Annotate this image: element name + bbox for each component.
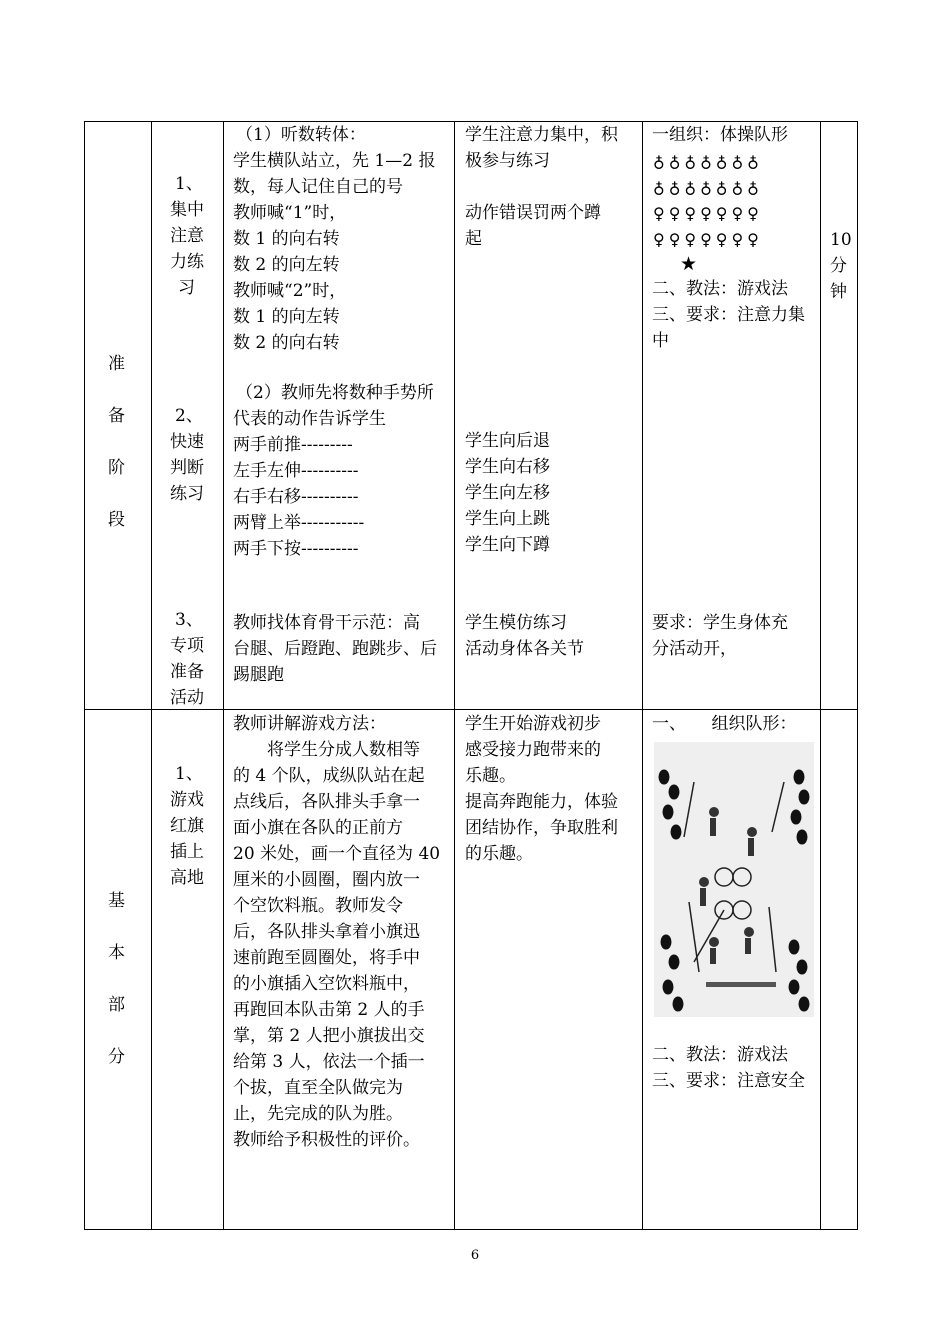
student-activity-line: 学生开始游戏初步 xyxy=(465,714,601,734)
teacher-activity-line: 数 2 的向右转 xyxy=(233,333,340,353)
column-divider-1 xyxy=(151,121,152,1230)
requirement-line: 要求：学生身体充 xyxy=(652,613,788,633)
teacher-activity-line: 两手下按---------- xyxy=(233,539,359,559)
teacher-activity-line: 数 1 的向左转 xyxy=(233,307,340,327)
teacher-activity-line: 学生横队站立，先 1—2 报 xyxy=(233,151,436,171)
item-3-title-line: 活动 xyxy=(170,688,204,708)
requirement-line: 三、要求：注意安全 xyxy=(652,1071,805,1091)
teacher-activity-line: 两手前推--------- xyxy=(233,435,353,455)
student-activity-line: 动作错误罚两个蹲 xyxy=(465,203,601,223)
page-number: 6 xyxy=(470,1248,480,1263)
stage-label-main-3: 部 xyxy=(108,995,125,1015)
game-description-line: 厘米的小圆圈，圈内放一 xyxy=(233,870,420,890)
student-activity-line: 学生向后退 xyxy=(465,431,550,451)
game-description-line: 20 米处，画一个直径为 40 xyxy=(233,844,441,864)
game-description-line: 将学生分成人数相等 xyxy=(233,740,420,760)
game-description-line: 给第 3 人，依法一个插一 xyxy=(233,1052,425,1072)
column-divider-5 xyxy=(820,121,821,1230)
game-description-line: 面小旗在各队的正前方 xyxy=(233,818,403,838)
main-item-title-line: 游戏 xyxy=(170,790,204,810)
item-2-title-line: 判断 xyxy=(170,458,204,478)
student-activity-line: 感受接力跑带来的 xyxy=(465,740,601,760)
student-activity-line: 学生向右移 xyxy=(465,457,550,477)
item-1-number: 1、 xyxy=(175,174,203,194)
formation-row-male: ♁♁♁♁♁♁♁ xyxy=(653,178,763,197)
stage-label-prep-1: 准 xyxy=(108,354,125,374)
student-activity-line: 学生向下蹲 xyxy=(465,535,550,555)
item-1-title-line: 习 xyxy=(178,278,195,298)
teacher-activity-line: （2）教师先将数种手势所 xyxy=(236,383,434,403)
requirement-line: 三、要求：注意力集 xyxy=(652,305,805,325)
organization-title: 一组织：体操队形 xyxy=(652,125,788,145)
time-unit: 分 xyxy=(830,256,847,276)
teacher-activity-line: 左手左伸---------- xyxy=(233,461,359,481)
time-unit: 钟 xyxy=(830,282,847,302)
requirement-line: 分活动开， xyxy=(652,639,737,659)
teacher-activity-line: （1）听数转体： xyxy=(236,125,366,145)
teacher-star-icon: ★ xyxy=(680,253,698,275)
main-item-title-line: 高地 xyxy=(170,868,204,888)
method-line: 二、教法：游戏法 xyxy=(652,279,788,299)
game-description-line: 止，先完成的队为胜。 xyxy=(233,1104,403,1124)
game-description-line: 教师讲解游戏方法： xyxy=(233,714,386,734)
table-border-top xyxy=(84,121,858,122)
student-activity-line: 起 xyxy=(465,229,482,249)
student-activity-line: 学生向左移 xyxy=(465,483,550,503)
stage-label-prep-3: 阶 xyxy=(108,458,125,478)
game-description-line: 点线后，各队排头手拿一 xyxy=(233,792,420,812)
teacher-activity-line: 教师喊“2”时， xyxy=(233,281,347,301)
teacher-activity-line: 两臂上举----------- xyxy=(233,513,365,533)
item-2-title-line: 快速 xyxy=(170,432,204,452)
stage-label-prep-4: 段 xyxy=(108,510,125,530)
main-item-title-line: 红旗 xyxy=(170,816,204,836)
teacher-activity-line: 踢腿跑 xyxy=(233,665,284,685)
organization-title: 一、 组织队形： xyxy=(652,714,797,734)
item-1-title-line: 力练 xyxy=(170,252,204,272)
table-border-bottom xyxy=(84,1229,858,1230)
student-activity-line: 学生注意力集中，积 xyxy=(465,125,618,145)
game-description-line: 掌，第 2 人把小旗拔出交 xyxy=(233,1026,425,1046)
teacher-activity-line: 台腿、后蹬跑、跑跳步、后 xyxy=(233,639,437,659)
item-2-number: 2、 xyxy=(175,406,203,426)
student-activity-line: 团结协作，争取胜利 xyxy=(465,818,618,838)
method-line: 二、教法：游戏法 xyxy=(652,1045,788,1065)
item-1-title-line: 注意 xyxy=(170,226,204,246)
stage-label-main-1: 基 xyxy=(108,891,125,911)
item-3-title-line: 准备 xyxy=(170,662,204,682)
teacher-activity-line: 教师找体育骨干示范：高 xyxy=(233,613,420,633)
main-item-title-line: 插上 xyxy=(170,842,204,862)
item-3-number: 3、 xyxy=(175,610,203,630)
student-activity-line: 极参与练习 xyxy=(465,151,550,171)
time-value: 10 xyxy=(830,230,852,250)
game-description-line: 个空饮料瓶。教师发令 xyxy=(233,896,403,916)
teacher-activity-line: 数 2 的向左转 xyxy=(233,255,340,275)
game-description-line: 后，各队排头拿着小旗迅 xyxy=(233,922,420,942)
student-activity-line: 乐趣。 xyxy=(465,766,516,786)
student-activity-line: 的乐趣。 xyxy=(465,844,533,864)
teacher-activity-line: 教师喊“1”时， xyxy=(233,203,347,223)
requirement-line: 中 xyxy=(652,331,669,351)
column-divider-2 xyxy=(223,121,224,1230)
game-description-line: 个拔，直至全队做完为 xyxy=(233,1078,403,1098)
game-description-line: 的小旗插入空饮料瓶中， xyxy=(233,974,420,994)
column-divider-4 xyxy=(642,121,643,1230)
table-border-left xyxy=(84,121,85,1230)
game-description-line: 速前跑至圆圈处，将手中 xyxy=(233,948,420,968)
table-border-right xyxy=(857,121,858,1230)
item-1-title-line: 集中 xyxy=(170,200,204,220)
item-2-title-line: 练习 xyxy=(170,484,204,504)
student-activity-line: 学生模仿练习 xyxy=(465,613,567,633)
teacher-activity-line: 右手右移---------- xyxy=(233,487,359,507)
main-item-number: 1、 xyxy=(175,764,203,784)
game-illustration xyxy=(654,742,814,1017)
game-description-line: 教师给予积极性的评价。 xyxy=(233,1130,420,1150)
column-divider-3 xyxy=(454,121,455,1230)
student-activity-line: 学生向上跳 xyxy=(465,509,550,529)
item-3-title-line: 专项 xyxy=(170,636,204,656)
stage-label-main-4: 分 xyxy=(108,1047,125,1067)
stage-label-main-2: 本 xyxy=(108,943,125,963)
formation-row-female: ♀♀♀♀♀♀♀ xyxy=(653,230,763,249)
game-description-line: 的 4 个队，成纵队站在起 xyxy=(233,766,425,786)
teacher-activity-line: 数 1 的向右转 xyxy=(233,229,340,249)
teacher-activity-line: 代表的动作告诉学生 xyxy=(233,409,386,429)
teacher-activity-line: 数，每人记住自己的号 xyxy=(233,177,403,197)
student-activity-line: 提高奔跑能力，体验 xyxy=(465,792,618,812)
stage-label-prep-2: 备 xyxy=(108,406,125,426)
formation-row-male: ♁♁♁♁♁♁♁ xyxy=(653,152,763,171)
game-description-line: 再跑回本队击第 2 人的手 xyxy=(233,1000,425,1020)
student-activity-line: 活动身体各关节 xyxy=(465,639,584,659)
formation-row-female: ♀♀♀♀♀♀♀ xyxy=(653,204,763,223)
